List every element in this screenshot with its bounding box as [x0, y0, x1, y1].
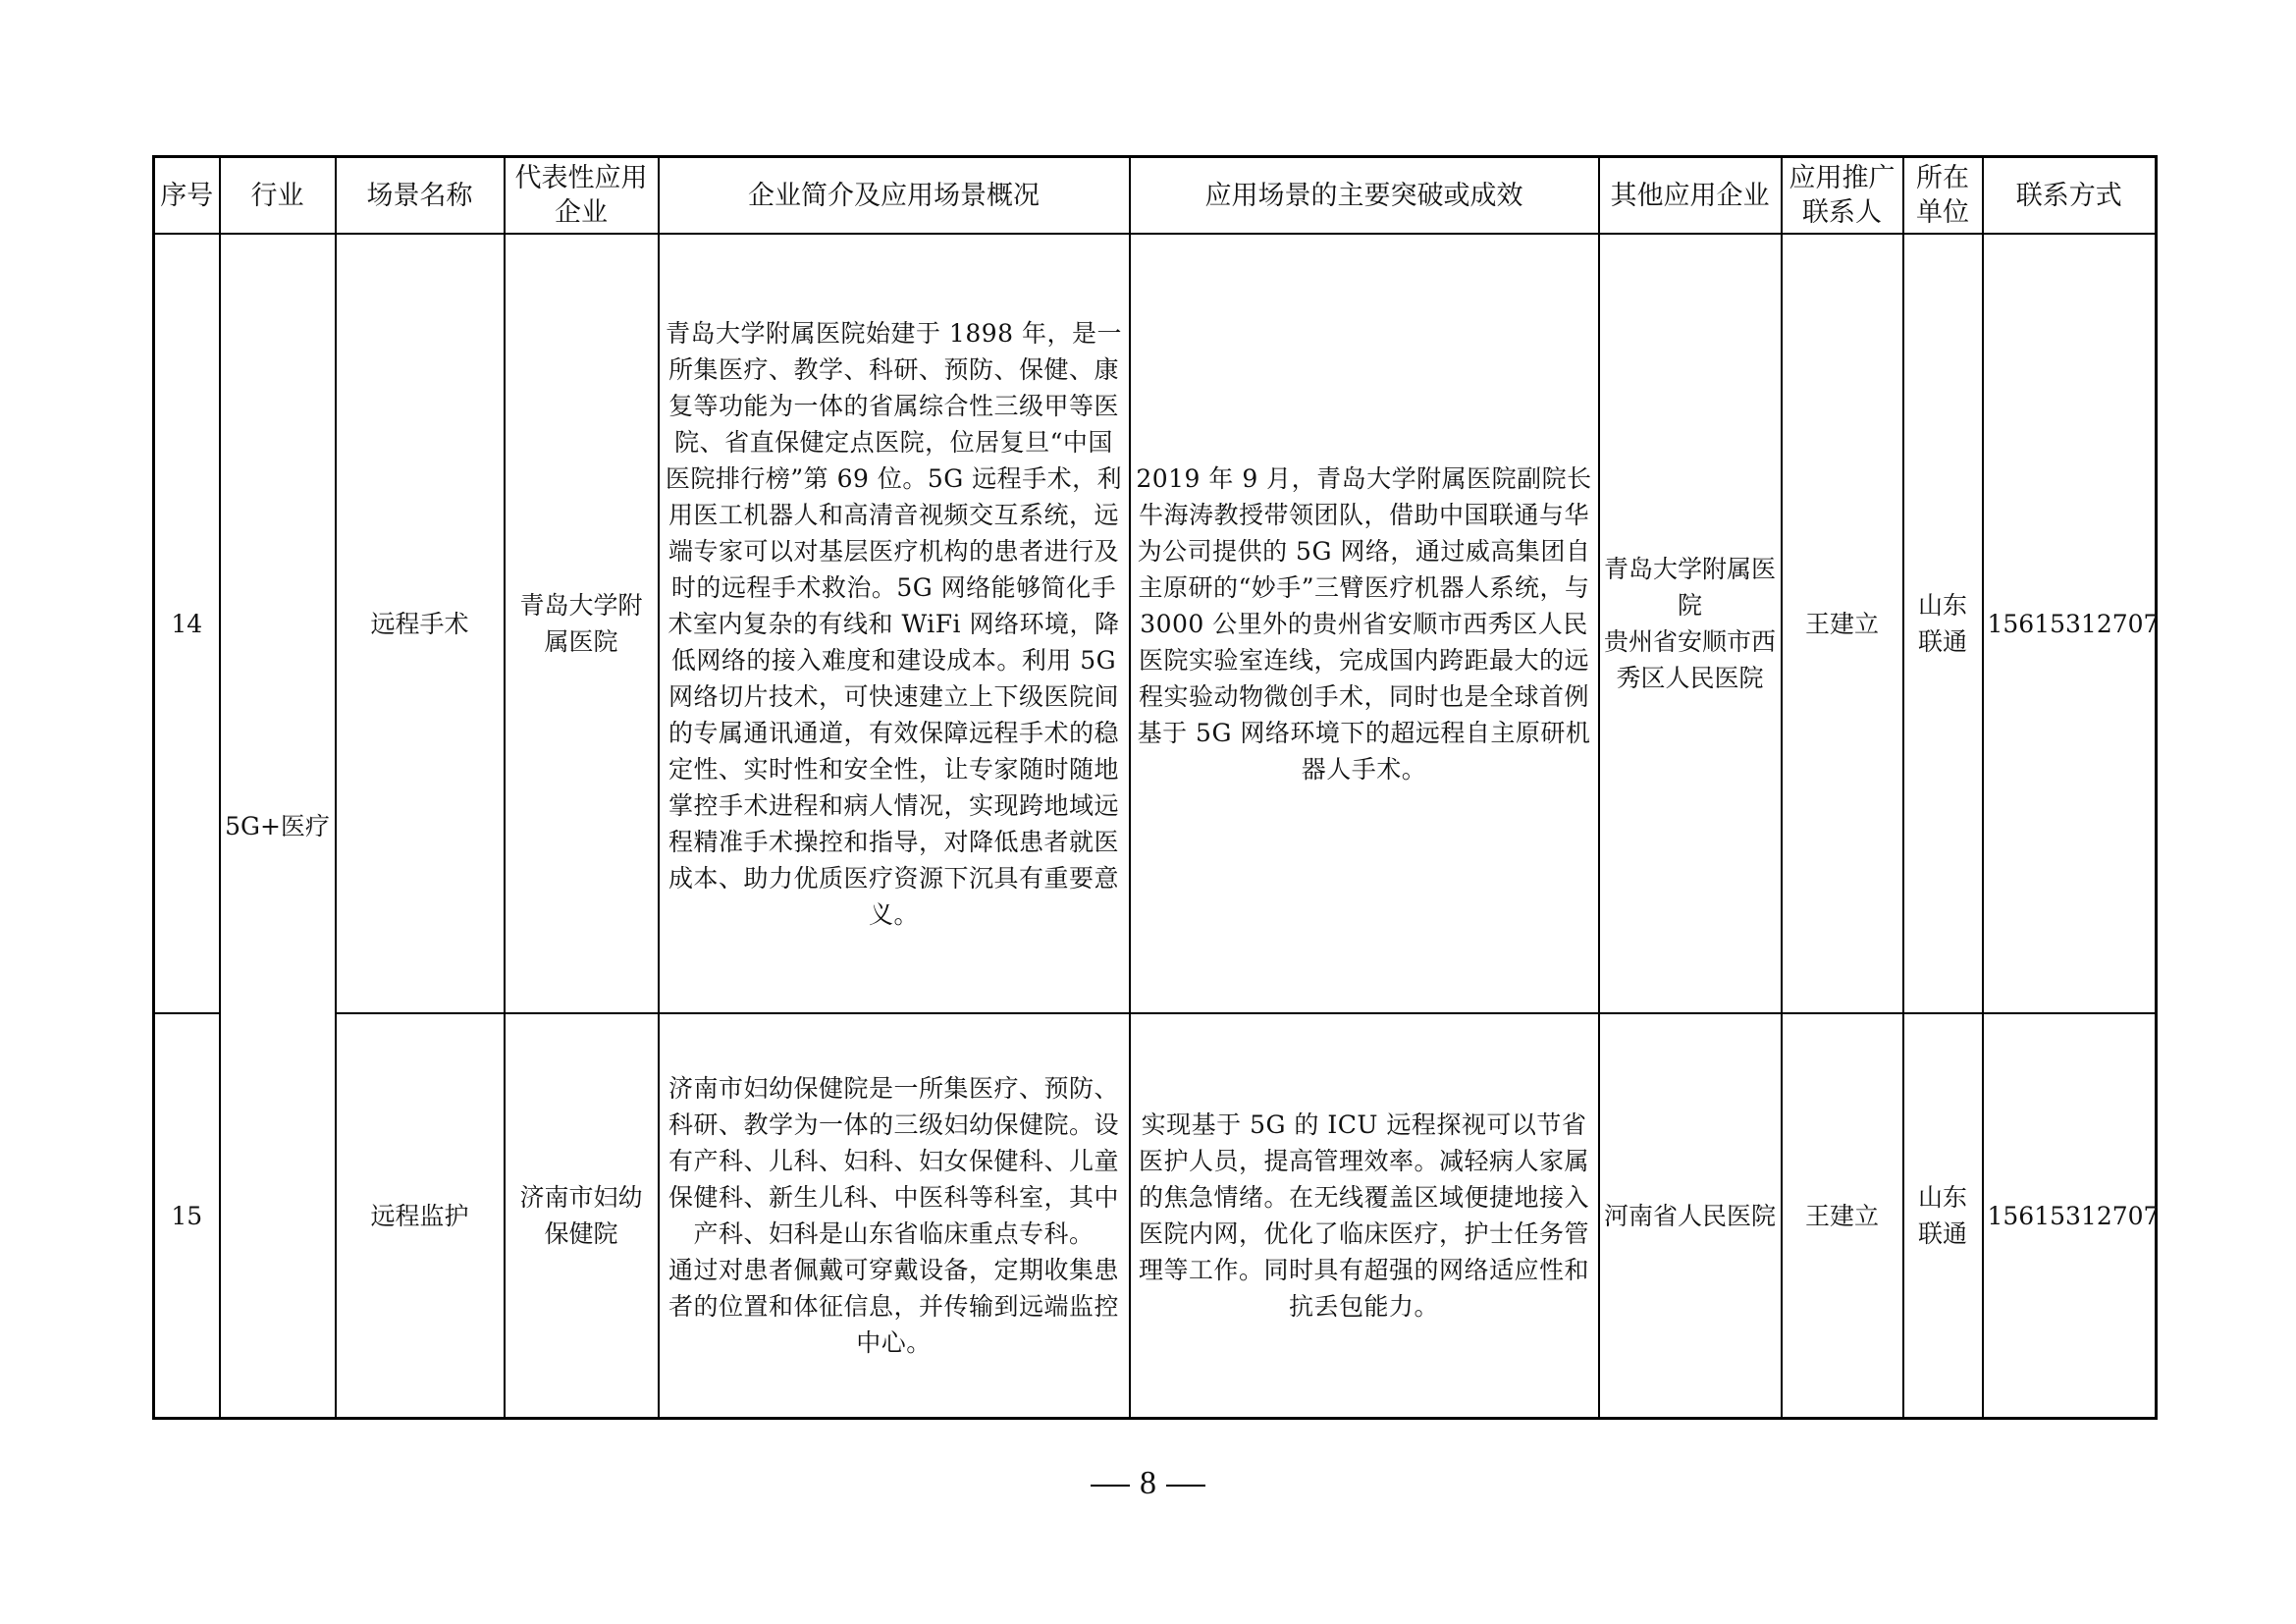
header-promotion-contact: 应用推广 联系人 [1782, 157, 1903, 235]
header-achievement: 应用场景的主要突破或成效 [1130, 157, 1599, 235]
page-number: 8 [1140, 1465, 1156, 1501]
cell-other-enterprises: 河南省人民医院 [1599, 1013, 1782, 1419]
cell-enterprise: 济南市妇幼保健院 [505, 1013, 659, 1419]
cell-unit: 山东联通 [1903, 1013, 1983, 1419]
header-scenario-name: 场景名称 [336, 157, 505, 235]
cell-index: 14 [154, 234, 220, 1013]
table-header-row [154, 157, 2157, 235]
header-index: 序号 [154, 157, 220, 235]
header-enterprise-intro: 企业简介及应用场景概况 [659, 157, 1130, 235]
cell-index: 15 [154, 1013, 220, 1419]
cell-intro: 青岛大学附属医院始建于 1898 年，是一所集医疗、教学、科研、预防、保健、康复等功能为一体的省属综合性三级甲等医院、省直保健定点医院，位居复旦“中国医院排行榜”第 69 位。5G 远程手术，利用医工机器人和高清音视频交互系统，远端专家可以对基层医疗机构的患者进行及时的远程手术救治。5G 网络能够简化手术室内复杂的有线和 WiFi 网络环境，降低网络的接入难度和建设成本。利用 5G 网络切片技术，可快速建立上下级医院间的专属通讯通道，有效保障远程手术的稳定性、实时性和安全性，让专家随时随地掌控手术进程和病人情况，实现跨地域远程精准手术操控和指导，对降低患者就医成本、助力优质医疗资源下沉具有重要意义。 [659, 234, 1130, 1013]
cell-other-enterprises: 青岛大学附属医院 贵州省安顺市西秀区人民医院 [1599, 234, 1782, 1013]
dash-left [1091, 1485, 1130, 1487]
header-contact-info: 联系方式 [1983, 157, 2157, 235]
cell-unit: 山东联通 [1903, 234, 1983, 1013]
dash-right [1166, 1485, 1205, 1487]
application-scenarios-table [152, 155, 2158, 1420]
cell-phone: 15615312707 [1983, 1013, 2157, 1419]
cell-intro: 济南市妇幼保健院是一所集医疗、预防、科研、教学为一体的三级妇幼保健院。设有产科、儿科、妇科、妇女保健科、儿童保健科、新生儿科、中医科等科室，其中产科、妇科是山东省临床重点专科。 通过对患者佩戴可穿戴设备，定期收集患者的位置和体征信息，并传输到远端监控中心。 [659, 1013, 1130, 1419]
cell-achievement: 2019 年 9 月，青岛大学附属医院副院长牛海涛教授带领团队，借助中国联通与华为公司提供的 5G 网络，通过威高集团自主原研的“妙手”三臂医疗机器人系统，与 3000 公里外的贵州省安顺市西秀区人民医院实验室连线，完成国内跨距最大的远程实验动物微创手术，同时也是全球首例基于 5G 网络环境下的超远程自主原研机器人手术。 [1130, 234, 1599, 1013]
cell-industry: 5G+医疗 [220, 234, 336, 1419]
header-industry: 行业 [220, 157, 336, 235]
cell-contact-person: 王建立 [1782, 234, 1903, 1013]
table-row [154, 234, 2157, 1013]
cell-scenario: 远程手术 [336, 234, 505, 1013]
cell-enterprise: 青岛大学附属医院 [505, 234, 659, 1013]
header-other-enterprises: 其他应用企业 [1599, 157, 1782, 235]
cell-contact-person: 王建立 [1782, 1013, 1903, 1419]
page-number-footer [0, 1465, 2296, 1502]
cell-phone: 15615312707 [1983, 234, 2157, 1013]
cell-achievement: 实现基于 5G 的 ICU 远程探视可以节省医护人员，提高管理效率。减轻病人家属的焦急情绪。在无线覆盖区域便捷地接入医院内网，优化了临床医疗，护士任务管理等工作。同时具有超强的网络适应性和抗丢包能力。 [1130, 1013, 1599, 1419]
header-unit: 所在 单位 [1903, 157, 1983, 235]
table-row [154, 1013, 2157, 1419]
header-representative-enterprise: 代表性应用 企业 [505, 157, 659, 235]
cell-scenario: 远程监护 [336, 1013, 505, 1419]
